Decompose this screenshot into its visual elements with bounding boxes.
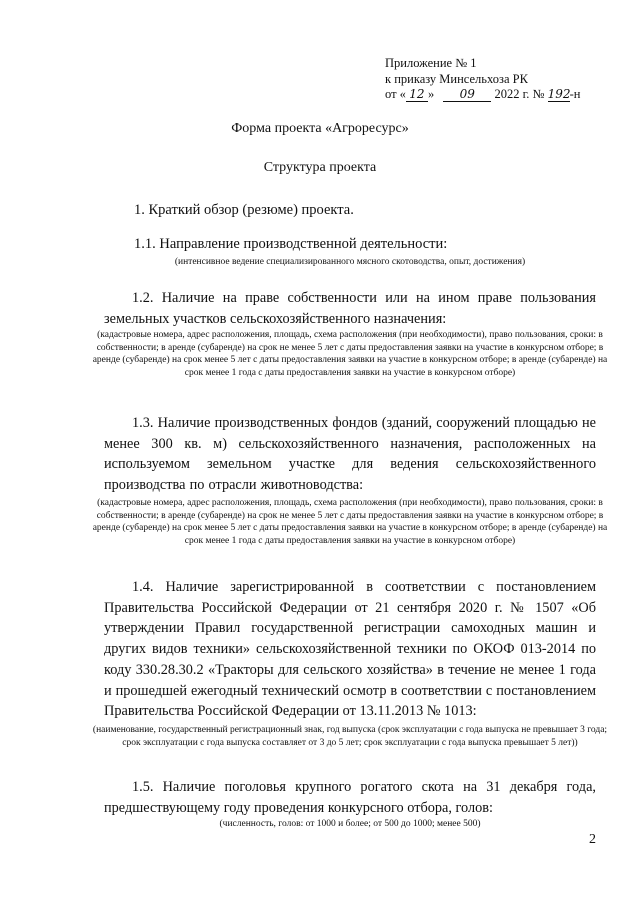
section-1-3: [104, 413, 596, 496]
annex-title: Приложение № 1: [385, 56, 477, 70]
section-1-5: [104, 777, 596, 818]
annex-day: 12: [406, 88, 428, 102]
section-1-4-note: (наименование, государственный регистрационный знак, год выпуска (срок эксплуатации с года выпуска не превышает 3 года; срок эксплуатации с года выпуска составляет от 3 до 5 лет; срок эксплуатации с года выпуска превышает 5 лет)): [92, 725, 608, 748]
page-number: 2: [589, 832, 596, 847]
section-1-2: [104, 288, 596, 329]
section-1-3-note: (кадастровые номера, адрес расположения, площадь, схема расположения (при необходимости), право пользования, сроки: в собственности; в аренде (субаренде) на срок не менее 5 лет с даты предоставления заявки на участие в конкурсном отборе; в аренде (субаренде) на срок менее 5 лет с даты предоставления заявки на участие в конкурсном отборе; в аренде (субаренде) на срок менее 1 года с даты предоставления заявки на участие в конкурсном отборе): [92, 498, 608, 546]
section-1-1-note: (интенсивное ведение специализированного мясного скотоводства, опыт, достижения): [174, 257, 526, 267]
section-1-5-note: (численность, голов: от 1000 и более; от 500 до 1000; менее 500): [219, 819, 481, 829]
section-1-heading: 1. Краткий обзор (резюме) проекта.: [134, 202, 354, 218]
section-1-3-text: 1.3. Наличие производственных фондов (зданий, сооружений площадью не менее 300 кв. м) сельскохозяйственного назначения, расположенных на используемом земельном участке для ведения сельскохозяйственного производства по отрасли животноводства:: [104, 415, 596, 494]
section-1-2-text: 1.2. Наличие на праве собственности или на ином праве пользования земельных участков сельскохозяйственного назначения:: [104, 290, 596, 327]
section-1-5-text: 1.5. Наличие поголовья крупного рогатого скота на 31 декабря года, предшествующему году проведения конкурсного отбора, голов:: [104, 779, 596, 816]
section-1-2-note: (кадастровые номера, адрес расположения, площадь, схема расположения (при необходимости), право пользования, сроки: в собственности; в аренде (субаренде) на срок не менее 5 лет с даты предоставления заявки на участие в конкурсном отборе; в аренде (субаренде) на срок менее 5 лет с даты предоставления заявки на участие в конкурсном отборе; в аренде (субаренде) на срок менее 1 года с даты предоставления заявки на участие в конкурсном отборе): [92, 330, 608, 378]
section-1-1-heading: 1.1. Направление производственной деятельности:: [134, 236, 448, 252]
section-1-4-text: 1.4. Наличие зарегистрированной в соответствии с постановлением Правительства Российской Федерации от 21 сентября 2020 г. № 1507 «Об утверждении Правил государственной регистрации самоходных машин и других видов техники» сельскохозяйственной техники по ОКОФ 013-2014 по коду 330.28.30.2 «Тракторы для сельского хозяйства» в течение не менее 1 года и прошедшей ежегодный технический осмотр в соответствии с постановлением Правительства Российской Федерации от 13.11.2013 № 1013:: [104, 579, 596, 720]
annex-number: 192: [547, 87, 571, 101]
form-title: Форма проекта «Агроресурс»: [231, 121, 409, 136]
annex-date-line: от « 12 » 09 2022 г. № 192-н: [385, 87, 581, 101]
section-1-4: [104, 577, 596, 722]
annex-order-ref: к приказу Минсельхоза РК: [385, 71, 528, 86]
annex-header: [385, 56, 580, 103]
annex-month: 09: [443, 88, 491, 102]
project-structure-subtitle: Структура проекта: [263, 160, 377, 175]
annex-year: 2022 г. №: [494, 87, 545, 101]
